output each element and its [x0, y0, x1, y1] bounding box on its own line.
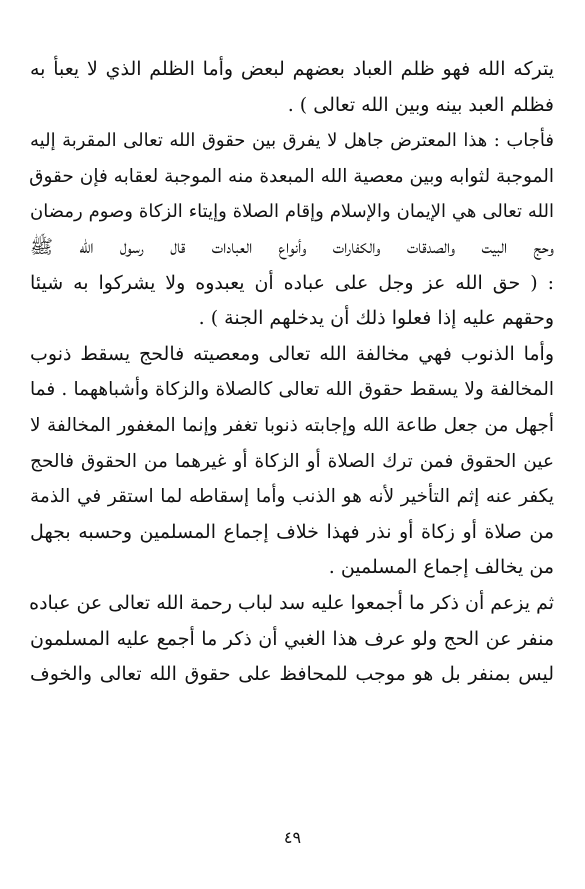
page-number: ٤٩ — [283, 828, 302, 847]
text-line: من يخالف إجماع المسلمين . — [328, 556, 554, 579]
text-line: وحقهم عليه إذا فعلوا ذلك أن يدخلهم الجنة ) . — [198, 307, 554, 330]
text-line: من صلاة أو زكاة أو نذر فهذا خلاف إجماع المسلمين وحسبه بجهل — [30, 520, 554, 543]
text-line: منفر عن الحج ولو عرف هذا الغبي أن ذكر ما أجمع عليه المسلمون — [30, 627, 554, 650]
text-line: يتركه الله فهو ظلم العباد بعضهم لبعض وأما الظلم الذي لا يعبأ به — [30, 58, 554, 80]
text-line: الموجبة لثوابه وبين معصية الله المبعدة منه الموجبة لعقابه فإن حقوق — [29, 165, 554, 187]
text-line: فأجاب : هذا المعترض جاهل لا يفرق بين حقوق الله تعالى المقربة إليه — [30, 130, 554, 152]
text-line: الله تعالى هي الإيمان والإسلام وإقام الصلاة وإيتاء الزكاة وصوم رمضان — [30, 201, 554, 223]
text-line: عين الحقوق فمن ترك الصلاة أو الزكاة أو غيرهما من الحقوق فالحج — [30, 450, 554, 472]
text-line: وحج البيت والصدقات والكفارات وأنواع العبادات قال رسول الله ﷺ — [30, 235, 554, 258]
text-line: وأما الذنوب فهي مخالفة الله تعالى ومعصيته فالحج يسقط ذنوب — [30, 342, 554, 365]
text-line: ليس بمنفر بل هو موجب للمحافظ على حقوق الله تعالى والخوف — [30, 663, 554, 686]
text-line: أجهل من جعل طاعة الله وإجابته ذنوبا تغفر وإنما المغفور المخالفة لا — [30, 414, 554, 436]
body-text — [30, 52, 554, 693]
text-line: : ( حق الله عز وجل على عباده أن يعبدوه ولا يشركوا به شيئا — [30, 271, 554, 294]
text-line: فظلم العبد بينه وبين الله تعالى ) . — [287, 93, 554, 116]
text-line: ثم يزعم أن ذكر ما أجمعوا عليه سد لباب رحمة الله تعالى عن عباده — [29, 591, 554, 614]
text-line: يكفر عنه إثم التأخير لأنه هو الذنب وأما إسقاطه لما استقر في الذمة — [30, 486, 554, 508]
text-line: المخالفة ولا يسقط حقوق الله تعالى كالصلاة والزكاة وأشباههما . فما — [30, 379, 554, 401]
